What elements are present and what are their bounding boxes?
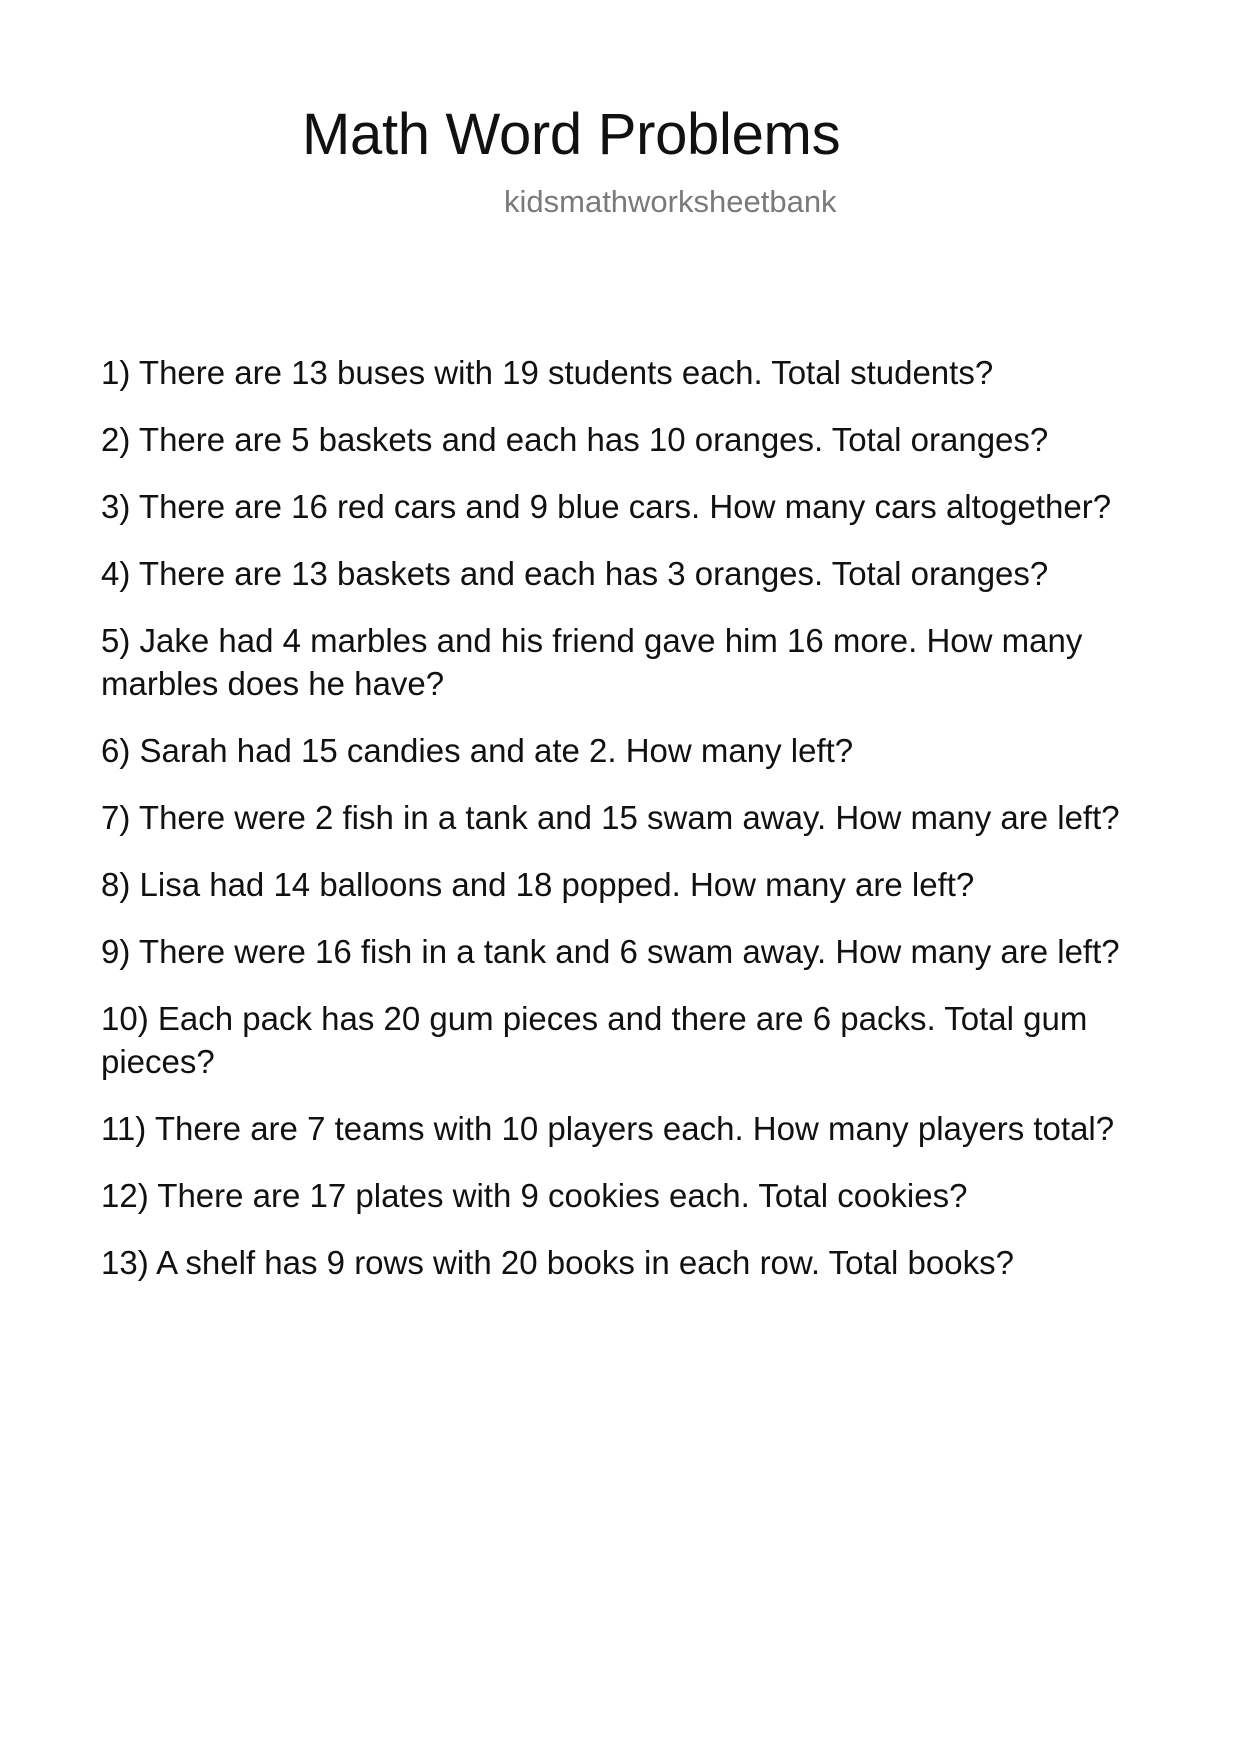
- problem-number: 11): [101, 1110, 147, 1147]
- problem-text: Jake had 4 marbles and his friend gave him 16 more. How many marbles does he have?: [101, 622, 1083, 702]
- problem-item: [101, 619, 1136, 705]
- problem-item: [101, 1241, 1136, 1284]
- problem-number: 5): [101, 622, 131, 659]
- problem-item: [101, 552, 1136, 595]
- problem-item: [101, 997, 1136, 1083]
- problem-text: There were 16 fish in a tank and 6 swam away. How many are left?: [138, 933, 1120, 970]
- problem-text: Lisa had 14 balloons and 18 popped. How many are left?: [139, 866, 975, 903]
- problem-item: [101, 485, 1136, 528]
- problem-text: There were 2 fish in a tank and 15 swam away. How many are left?: [138, 799, 1120, 836]
- problem-item: [101, 1174, 1136, 1217]
- problem-number: 4): [101, 555, 131, 592]
- problem-number: 2): [101, 421, 131, 458]
- problem-text: Sarah had 15 candies and ate 2. How many left?: [139, 732, 854, 769]
- problem-item: [101, 729, 1136, 772]
- problem-number: 7): [101, 799, 131, 836]
- problem-text: There are 7 teams with 10 players each. How many players total?: [154, 1110, 1115, 1147]
- problem-text: There are 13 buses with 19 students each. Total students?: [138, 354, 994, 391]
- problem-text: Each pack has 20 gum pieces and there are 6 packs. Total gum pieces?: [101, 1000, 1088, 1080]
- problem-text: A shelf has 9 rows with 20 books in each row. Total books?: [156, 1244, 1014, 1281]
- problem-text: There are 16 red cars and 9 blue cars. How many cars altogether?: [138, 488, 1112, 525]
- problem-item: [101, 930, 1136, 973]
- problem-number: 13): [101, 1244, 149, 1281]
- problem-number: 12): [101, 1177, 149, 1214]
- problem-text: There are 17 plates with 9 cookies each. Total cookies?: [157, 1177, 968, 1214]
- problem-list: [101, 351, 1136, 1308]
- problem-number: 6): [101, 732, 131, 769]
- problem-text: There are 13 baskets and each has 3 oranges. Total oranges?: [138, 555, 1049, 592]
- problem-item: [101, 796, 1136, 839]
- page-title: Math Word Problems: [302, 102, 841, 167]
- problem-item: [101, 418, 1136, 461]
- problem-item: [101, 351, 1136, 394]
- problem-number: 8): [101, 866, 131, 903]
- problem-text: There are 5 baskets and each has 10 oranges. Total oranges?: [138, 421, 1049, 458]
- problem-number: 9): [101, 933, 131, 970]
- source-label: kidsmathworksheetbank: [504, 184, 837, 219]
- problem-number: 3): [101, 488, 131, 525]
- problem-item: [101, 1107, 1136, 1150]
- problem-number: 1): [101, 354, 131, 391]
- problem-number: 10): [101, 1000, 149, 1037]
- problem-item: [101, 863, 1136, 906]
